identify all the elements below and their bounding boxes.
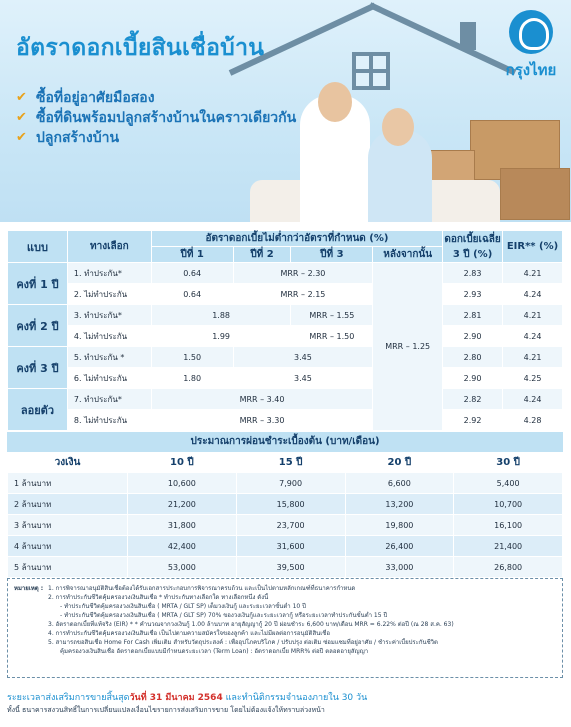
rate-cell: 1.88 bbox=[151, 305, 291, 326]
type-fixed-1y: คงที่ 1 ปี bbox=[8, 263, 68, 305]
hero-banner bbox=[0, 0, 571, 222]
loan-amount: 2 ล้านบาท bbox=[8, 494, 128, 515]
house-chimney bbox=[460, 22, 476, 50]
avg-cell: 2.81 bbox=[443, 305, 503, 326]
payment-cell: 5,400 bbox=[454, 473, 563, 494]
eir-cell: 4.21 bbox=[503, 305, 563, 326]
loan-amount: 4 ล้านบาท bbox=[8, 536, 128, 557]
rate-cell: MRR – 1.55 bbox=[291, 305, 373, 326]
col-rate-group: อัตราดอกเบี้ยไม่ต่ำกว่าอัตราที่กำหนด (%) bbox=[151, 231, 442, 247]
payment-cell: 16,100 bbox=[454, 515, 563, 536]
payment-cell: 10,600 bbox=[128, 473, 237, 494]
payment-table bbox=[7, 452, 563, 578]
table-row bbox=[8, 473, 563, 494]
note-item: 4. การทำประกันชีวิตคุ้มครองวงเงินสินเชื่อ เป็นไปตามความสมัครใจของลูกค้า และไม่มีผลต่อการอนุมัติสินเชื่อ bbox=[48, 630, 330, 637]
col-option: ทางเลือก bbox=[67, 231, 151, 263]
loan-amount: 5 ล้านบาท bbox=[8, 557, 128, 578]
payment-cell: 19,800 bbox=[345, 515, 454, 536]
rate-cell: MRR – 2.15 bbox=[233, 284, 373, 305]
option-label: 7. ทำประกัน* bbox=[67, 389, 151, 410]
payment-cell: 39,500 bbox=[236, 557, 345, 578]
col-after: หลังจากนั้น bbox=[373, 247, 443, 263]
loan-amount: 1 ล้านบาท bbox=[8, 473, 128, 494]
eir-cell: 4.28 bbox=[503, 410, 563, 431]
col-year2: ปีที่ 2 bbox=[233, 247, 291, 263]
note-item: 5. สามารถขอสินเชื่อ Home For Cash เพิ่มเติม สำหรับวัตถุประสงค์ : เพื่ออุปโภคบริโภค / ปรับปรุง ต่อเติม ซ่อมแซมที่อยู่อาศัย / ชำระค่าเบี้ยประกันชีวิต bbox=[48, 639, 438, 646]
check-icon: ✔ bbox=[16, 130, 27, 145]
benefit-list bbox=[16, 88, 296, 148]
rate-cell: MRR – 2.30 bbox=[233, 263, 373, 284]
payment-col-header: 30 ปี bbox=[454, 453, 563, 473]
after-rate-cell: MRR – 1.25 bbox=[373, 263, 443, 431]
option-label: 3. ทำประกัน* bbox=[67, 305, 151, 326]
interest-rate-table bbox=[7, 230, 563, 431]
eir-cell: 4.24 bbox=[503, 389, 563, 410]
couple-woman-head bbox=[382, 108, 414, 146]
eir-cell: 4.24 bbox=[503, 284, 563, 305]
payment-cell: 7,900 bbox=[236, 473, 345, 494]
brand-logo bbox=[505, 10, 557, 82]
payment-estimate-section bbox=[7, 432, 563, 578]
check-icon: ✔ bbox=[16, 110, 27, 125]
payment-cell: 33,000 bbox=[345, 557, 454, 578]
rate-cell: 3.45 bbox=[233, 368, 373, 389]
avg-cell: 2.90 bbox=[443, 368, 503, 389]
payment-col-header: 15 ปี bbox=[236, 453, 345, 473]
rate-cell: 3.45 bbox=[233, 347, 373, 368]
payment-table-title: ประมาณการผ่อนชำระเบื้องต้น (บาท/เดือน) bbox=[7, 432, 563, 452]
payment-col-header: 10 ปี bbox=[128, 453, 237, 473]
eir-cell: 4.21 bbox=[503, 347, 563, 368]
eir-cell: 4.21 bbox=[503, 263, 563, 284]
benefit-item: ✔ ซื้อที่ดินพร้อมปลูกสร้างบ้านในคราวเดียวกัน bbox=[16, 110, 297, 126]
payment-cell: 21,400 bbox=[454, 536, 563, 557]
option-label: 4. ไม่ทำประกัน bbox=[67, 326, 151, 347]
house-roof-right bbox=[369, 2, 517, 75]
benefit-item: ✔ ซื้อที่อยู่อาศัยมือสอง bbox=[16, 90, 155, 106]
loan-amount: 3 ล้านบาท bbox=[8, 515, 128, 536]
krungthai-bird-icon bbox=[509, 10, 553, 54]
payment-cell: 53,000 bbox=[128, 557, 237, 578]
rate-cell: 1.99 bbox=[151, 326, 291, 347]
payment-cell: 6,600 bbox=[345, 473, 454, 494]
brand-name: กรุงไทย bbox=[505, 61, 557, 79]
payment-cell: 26,800 bbox=[454, 557, 563, 578]
payment-cell: 31,600 bbox=[236, 536, 345, 557]
payment-cell: 23,700 bbox=[236, 515, 345, 536]
benefit-item: ✔ ปลูกสร้างบ้าน bbox=[16, 130, 120, 146]
payment-cell: 21,200 bbox=[128, 494, 237, 515]
option-label: 6. ไม่ทำประกัน bbox=[67, 368, 151, 389]
table-row bbox=[8, 557, 563, 578]
table-row bbox=[8, 494, 563, 515]
option-label: 8. ไม่ทำประกัน bbox=[67, 410, 151, 431]
col-type: แบบ bbox=[8, 231, 68, 263]
rate-cell: 0.64 bbox=[151, 284, 233, 305]
rate-cell: MRR – 1.50 bbox=[291, 326, 373, 347]
rate-cell: 0.64 bbox=[151, 263, 233, 284]
rate-cell: 1.50 bbox=[151, 347, 233, 368]
payment-col-header: วงเงิน bbox=[8, 453, 128, 473]
col-year3: ปีที่ 3 bbox=[291, 247, 373, 263]
rate-cell: MRR – 3.40 bbox=[151, 389, 372, 410]
avg-cell: 2.90 bbox=[443, 326, 503, 347]
table-row bbox=[8, 515, 563, 536]
payment-cell: 26,400 bbox=[345, 536, 454, 557]
type-floating: ลอยตัว bbox=[8, 389, 68, 431]
promo-end-date: วันที่ 31 มีนาคม 2564 bbox=[129, 693, 223, 703]
rate-cell: 1.80 bbox=[151, 368, 233, 389]
payment-cell: 13,200 bbox=[345, 494, 454, 515]
payment-cell: 10,700 bbox=[454, 494, 563, 515]
avg-cell: 2.83 bbox=[443, 263, 503, 284]
option-label: 1. ทำประกัน* bbox=[67, 263, 151, 284]
option-label: 2. ไม่ทำประกัน bbox=[67, 284, 151, 305]
avg-cell: 2.92 bbox=[443, 410, 503, 431]
rate-cell: MRR – 3.30 bbox=[151, 410, 372, 431]
col-year1: ปีที่ 1 bbox=[151, 247, 233, 263]
table-row bbox=[8, 536, 563, 557]
disclaimer: ทั้งนี้ ธนาคารสงวนสิทธิ์ในการเปลี่ยนแปลงเงื่อนไขรายการส่งเสริมการขาย โดยไม่ต้องแจ้งให้ทราบล่วงหน้า bbox=[7, 706, 325, 714]
note-item: - ทำประกันชีวิตคุ้มครองวงเงินสินเชื่อ ( MRTA / GLT SP) 70% ของวงเงินกู้และระยะเวลากู้ หรือระยะเวลาทำประกันขั้นต่ำ 15 ปี bbox=[60, 612, 388, 619]
house-window-icon bbox=[352, 52, 390, 90]
payment-cell: 15,800 bbox=[236, 494, 345, 515]
notes-list bbox=[48, 584, 556, 656]
note-item: 1. การพิจารณาอนุมัติสินเชื่อต้องได้รับเอกสารประกอบการพิจารณาครบถ้วน และเป็นไปตามหลักเกณฑ์ที่ธนาคารกำหนด bbox=[48, 585, 356, 592]
eir-cell: 4.24 bbox=[503, 326, 563, 347]
payment-cell: 42,400 bbox=[128, 536, 237, 557]
promo-period: ระยะเวลาส่งเสริมการขายสิ้นสุดวันที่ 31 มีนาคม 2564 และทำนิติกรรมจำนองภายใน 30 วัน bbox=[7, 693, 368, 703]
couple-man-head bbox=[318, 82, 352, 122]
avg-cell: 2.80 bbox=[443, 347, 503, 368]
payment-cell: 31,800 bbox=[128, 515, 237, 536]
notes-label: หมายเหตุ : bbox=[14, 585, 44, 592]
type-fixed-2y: คงที่ 2 ปี bbox=[8, 305, 68, 347]
note-item: 3. อัตราดอกเบี้ยที่แท้จริง (EIR) * * คำนวณจากวงเงินกู้ 1.00 ล้านบาท อายุสัญญากู้ 20 ปี ผ่อนชำระ 6,600 บาท/เดือน MRR = 6.22% ต่อปี (ณ 28 ส.ค. 63) bbox=[48, 621, 454, 628]
check-icon: ✔ bbox=[16, 90, 27, 105]
avg-cell: 2.93 bbox=[443, 284, 503, 305]
note-item: คุ้มครองวงเงินสินเชื่อ อัตราดอกเบี้ยแบบมีกำหนดระยะเวลา (Term Loan) : อัตราดอกเบี้ย MRR% ต่อปี ตลอดอายุสัญญา bbox=[60, 648, 369, 655]
payment-col-header: 20 ปี bbox=[345, 453, 454, 473]
note-item: - ทำประกันชีวิตคุ้มครองวงเงินสินเชื่อ ( MRTA / GLT SP) เต็มวงเงินกู้ และระยะเวลาขั้นต่ำ 10 ปี bbox=[60, 603, 306, 610]
col-eir: EIR** (%) bbox=[503, 231, 563, 263]
page-title: อัตราดอกเบี้ยสินเชื่อบ้าน bbox=[16, 35, 265, 61]
eir-cell: 4.25 bbox=[503, 368, 563, 389]
type-fixed-3y: คงที่ 3 ปี bbox=[8, 347, 68, 389]
notes-box bbox=[7, 578, 563, 678]
moving-box bbox=[500, 168, 570, 220]
option-label: 5. ทำประกัน * bbox=[67, 347, 151, 368]
note-item: 2. การทำประกันชีวิตคุ้มครองวงเงินสินเชื่อ * ทำประกันทางเลือกใด ทางเลือกหนึ่ง ดังนี้ bbox=[48, 594, 269, 601]
col-avg: ดอกเบี้ยเฉลี่ย 3 ปี (%) bbox=[443, 231, 503, 263]
avg-cell: 2.82 bbox=[443, 389, 503, 410]
